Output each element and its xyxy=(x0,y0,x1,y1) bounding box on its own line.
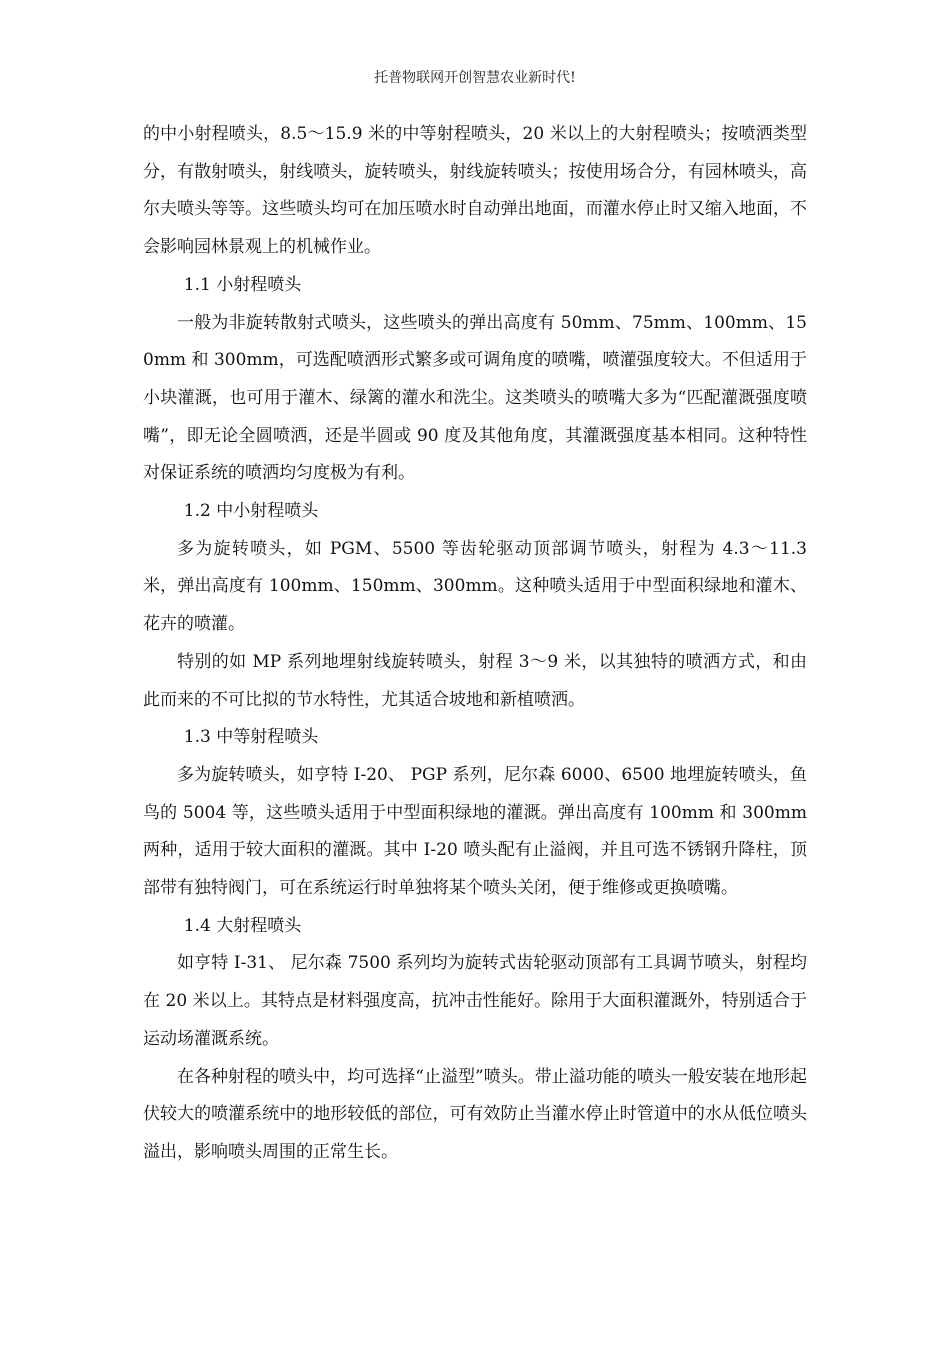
paragraph-mp-series: 特别的如 MP 系列地埋射线旋转喷头，射程 3～9 米，以其独特的喷洒方式，和由此而来的不可比拟的节水特性，尤其适合坡地和新植喷洒。 xyxy=(143,651,807,710)
page-header: 托普物联网开创智慧农业新时代! xyxy=(374,70,576,86)
paragraph-large-range: 如亨特 I-31、 尼尔森 7500 系列均为旋转式齿轮驱动顶部有工具调节喷头，射程均在 20 米以上。其特点是材料强度高，抗冲击性能好。除用于大面积灌溉外，特别适合于运动场灌溉系统。 xyxy=(143,953,807,1049)
section-heading-1-1: 1.1 小射程喷头 xyxy=(183,274,302,295)
section-heading-1-3: 1.3 中等射程喷头 xyxy=(183,727,319,748)
document-body xyxy=(143,116,807,1172)
paragraph-medium-small-range: 多为旋转喷头，如 PGM、5500 等齿轮驱动顶部调节喷头，射程为 4.3～11.3 米，弹出高度有 100mm、150mm、300mm。这种喷头适用于中型面积绿地和灌木、花卉的喷灌。 xyxy=(143,538,807,635)
paragraph-anti-overflow: 在各种射程的喷头中，均可选择“止溢型”喷头。带止溢功能的喷头一般安装在地形起伏较大的喷灌系统中的地形较低的部位，可有效防止当灌水停止时管道中的水从低位喷头溢出，影响喷头周围的正常生长。 xyxy=(143,1066,807,1162)
paragraph-intro: 的中小射程喷头，8.5～15.9 米的中等射程喷头，20 米以上的大射程喷头；按喷洒类型分，有散射喷头，射线喷头，旋转喷头，射线旋转喷头；按使用场合分，有园林喷头，高尔夫喷头等等。这些喷头均可在加压喷水时自动弹出地面，而灌水停止时又缩入地面，不会影响园林景观上的机械作业。 xyxy=(143,124,807,258)
paragraph-medium-range: 多为旋转喷头，如亨特 I-20、 PGP 系列，尼尔森 6000、6500 地埋旋转喷头，鱼鸟的 5004 等，这些喷头适用于中型面积绿地的灌溉。弹出高度有 100mm 和 300mm 两种，适用于较大面积的灌溉。其中 I-20 喷头配有止溢阀，并且可选不锈钢升降柱，顶部带有独特阀门，可在系统运行时单独将某个喷头关闭，便于维修或更换喷嘴。 xyxy=(143,764,807,899)
section-heading-1-4: 1.4 大射程喷头 xyxy=(183,915,302,936)
section-heading-1-2: 1.2 中小射程喷头 xyxy=(183,501,319,522)
paragraph-small-range: 一般为非旋转散射式喷头，这些喷头的弹出高度有 50mm、75mm、100mm、150mm 和 300mm，可选配喷洒形式繁多或可调角度的喷嘴，喷灌强度较大。不但适用于小块灌溉，也可用于灌木、绿篱的灌水和洗尘。这类喷头的喷嘴大多为“匹配灌溉强度喷嘴”，即无论全圆喷洒，还是半圆或 90 度及其他角度，其灌溉强度基本相同。这种特性对保证系统的喷洒均匀度极为有利。 xyxy=(143,312,807,484)
